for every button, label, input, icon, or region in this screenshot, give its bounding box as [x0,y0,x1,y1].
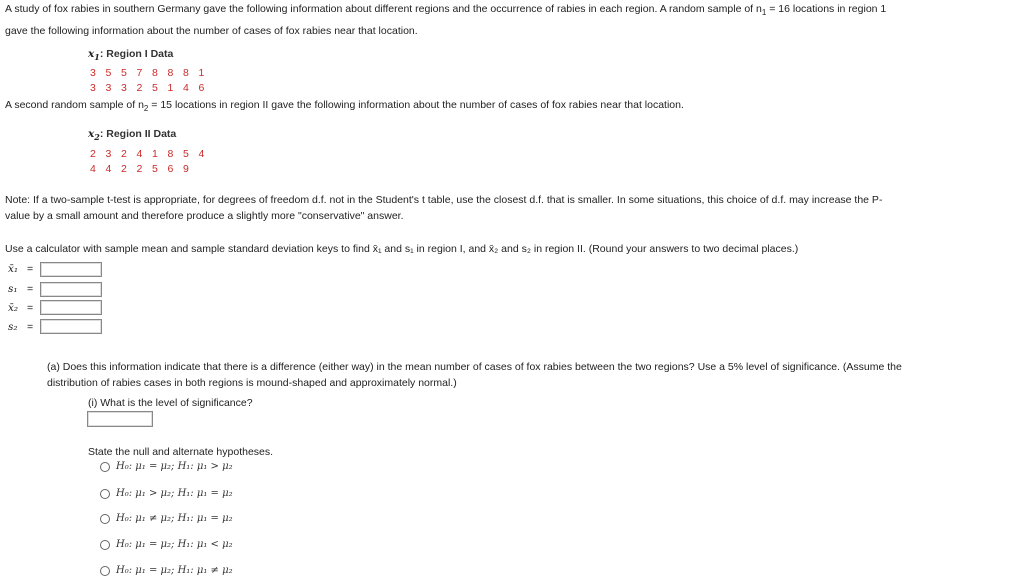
data-value: 2 [136,163,143,175]
intro-line-1: A study of fox rabies in southern Germany gave the following information about different regions and the occurrence of rabies in each region. A random sample of $n_1 = 16$ locations in region 1 [5,3,887,18]
radio-button[interactable] [100,566,110,576]
equals-sign: = [27,263,34,275]
instructions-text: Use a calculator with sample mean and sample standard deviation keys to find x̄₁ and s₁ in region I, and x̄₂ and s₂ in region II. (Round your answers to two decimal places.) [5,243,799,255]
s1-input[interactable] [40,282,102,297]
region2-row-2 [90,163,199,175]
region1-title: $x_1$: Region I Data [88,48,174,63]
data-value: 3 [90,82,96,94]
data-value: 4 [90,163,96,175]
data-value: 4 [136,148,143,160]
equals-sign: = [27,283,34,295]
field-label-xbar2: x̄₂ [8,302,19,314]
option-label: H₀: μ₁ ≠ μ₂; H₁: μ₁ = μ₂ [116,513,233,524]
data-value: 3 [90,67,96,79]
part-a-line-2: distribution of rabies cases in both regions is mound-shaped and approximately normal.) [47,377,457,389]
option-label: H₀: μ₁ > μ₂; H₁: μ₁ = μ₂ [116,488,233,499]
field-label-s2: s₂ [8,321,18,333]
significance-question: (i) What is the level of significance? [88,397,253,409]
data-value: 2 [90,148,96,160]
option-label: H₀: μ₁ = μ₂; H₁: μ₁ < μ₂ [116,539,233,550]
note-line-1: Note: If a two-sample t-test is appropriate, for degrees of freedom d.f. not in the Student's t table, use the closest d.f. that is smaller. In some situations, this choice of d.f. may increase the P- [5,194,883,206]
option-label: H₀: μ₁ = μ₂; H₁: μ₁ > μ₂ [116,461,233,472]
hypothesis-option-4[interactable] [100,539,233,550]
data-value: 5 [121,67,127,79]
hypothesis-option-3[interactable] [100,513,233,524]
data-value: 5 [152,163,158,175]
hypothesis-option-1[interactable] [100,461,233,472]
note-line-2: value by a small amount and therefore produce a slightly more "conservative" answer. [5,210,404,222]
data-value: 1 [152,148,158,160]
data-value: 5 [152,82,158,94]
region1-row-1 [90,67,214,79]
equals-sign: = [27,302,34,314]
data-value: 8 [152,67,158,79]
xbar1-input[interactable] [40,262,102,277]
region2-row-1 [90,148,214,160]
data-value: 1 [167,82,174,94]
hypothesis-option-2[interactable] [100,488,233,499]
radio-button[interactable] [100,514,110,524]
intro-line-2: gave the following information about the number of cases of fox rabies near that location. [5,25,418,38]
hypothesis-option-5[interactable] [100,565,233,576]
region2-title: $x_2$: Region II Data [88,128,177,143]
region1-row-2 [90,82,214,94]
field-label-s1: s₁ [8,283,18,295]
data-value: 5 [105,67,112,79]
significance-input[interactable] [87,411,153,427]
part-a-question [47,359,902,391]
data-value: 6 [167,163,174,175]
xbar2-input[interactable] [40,300,102,315]
data-value: 3 [105,148,112,160]
data-value: 5 [183,148,189,160]
data-value: 2 [121,148,127,160]
data-value: 8 [183,67,189,79]
data-value: 8 [167,67,174,79]
intro-paragraph [5,0,886,41]
s2-input[interactable] [40,319,102,334]
data-value: 9 [183,163,189,175]
second-sample-text: A second random sample of $n_2 = 15$ locations in region II gave the following information about the number of cases of fox rabies near that location. [5,99,684,114]
data-value: 4 [105,163,112,175]
data-value: 1 [198,67,205,79]
data-value: 8 [167,148,174,160]
part-a-line-1: (a) Does this information indicate that there is a difference (either way) in the mean number of cases of fox rabies between the two regions? Use a 5% level of significance. (Assume the [47,361,902,373]
radio-button[interactable] [100,462,110,472]
option-label: H₀: μ₁ = μ₂; H₁: μ₁ ≠ μ₂ [116,565,233,576]
data-value: 4 [198,148,205,160]
field-label-xbar1: x̄₁ [8,263,19,275]
note-paragraph [5,192,882,224]
data-value: 4 [183,82,189,94]
hypotheses-prompt: State the null and alternate hypotheses. [88,446,274,458]
data-value: 3 [121,82,127,94]
radio-button[interactable] [100,540,110,550]
radio-button[interactable] [100,489,110,499]
data-value: 6 [198,82,205,94]
data-value: 3 [105,82,112,94]
data-value: 7 [136,67,143,79]
equals-sign: = [27,321,34,333]
data-value: 2 [136,82,143,94]
data-value: 2 [121,163,127,175]
